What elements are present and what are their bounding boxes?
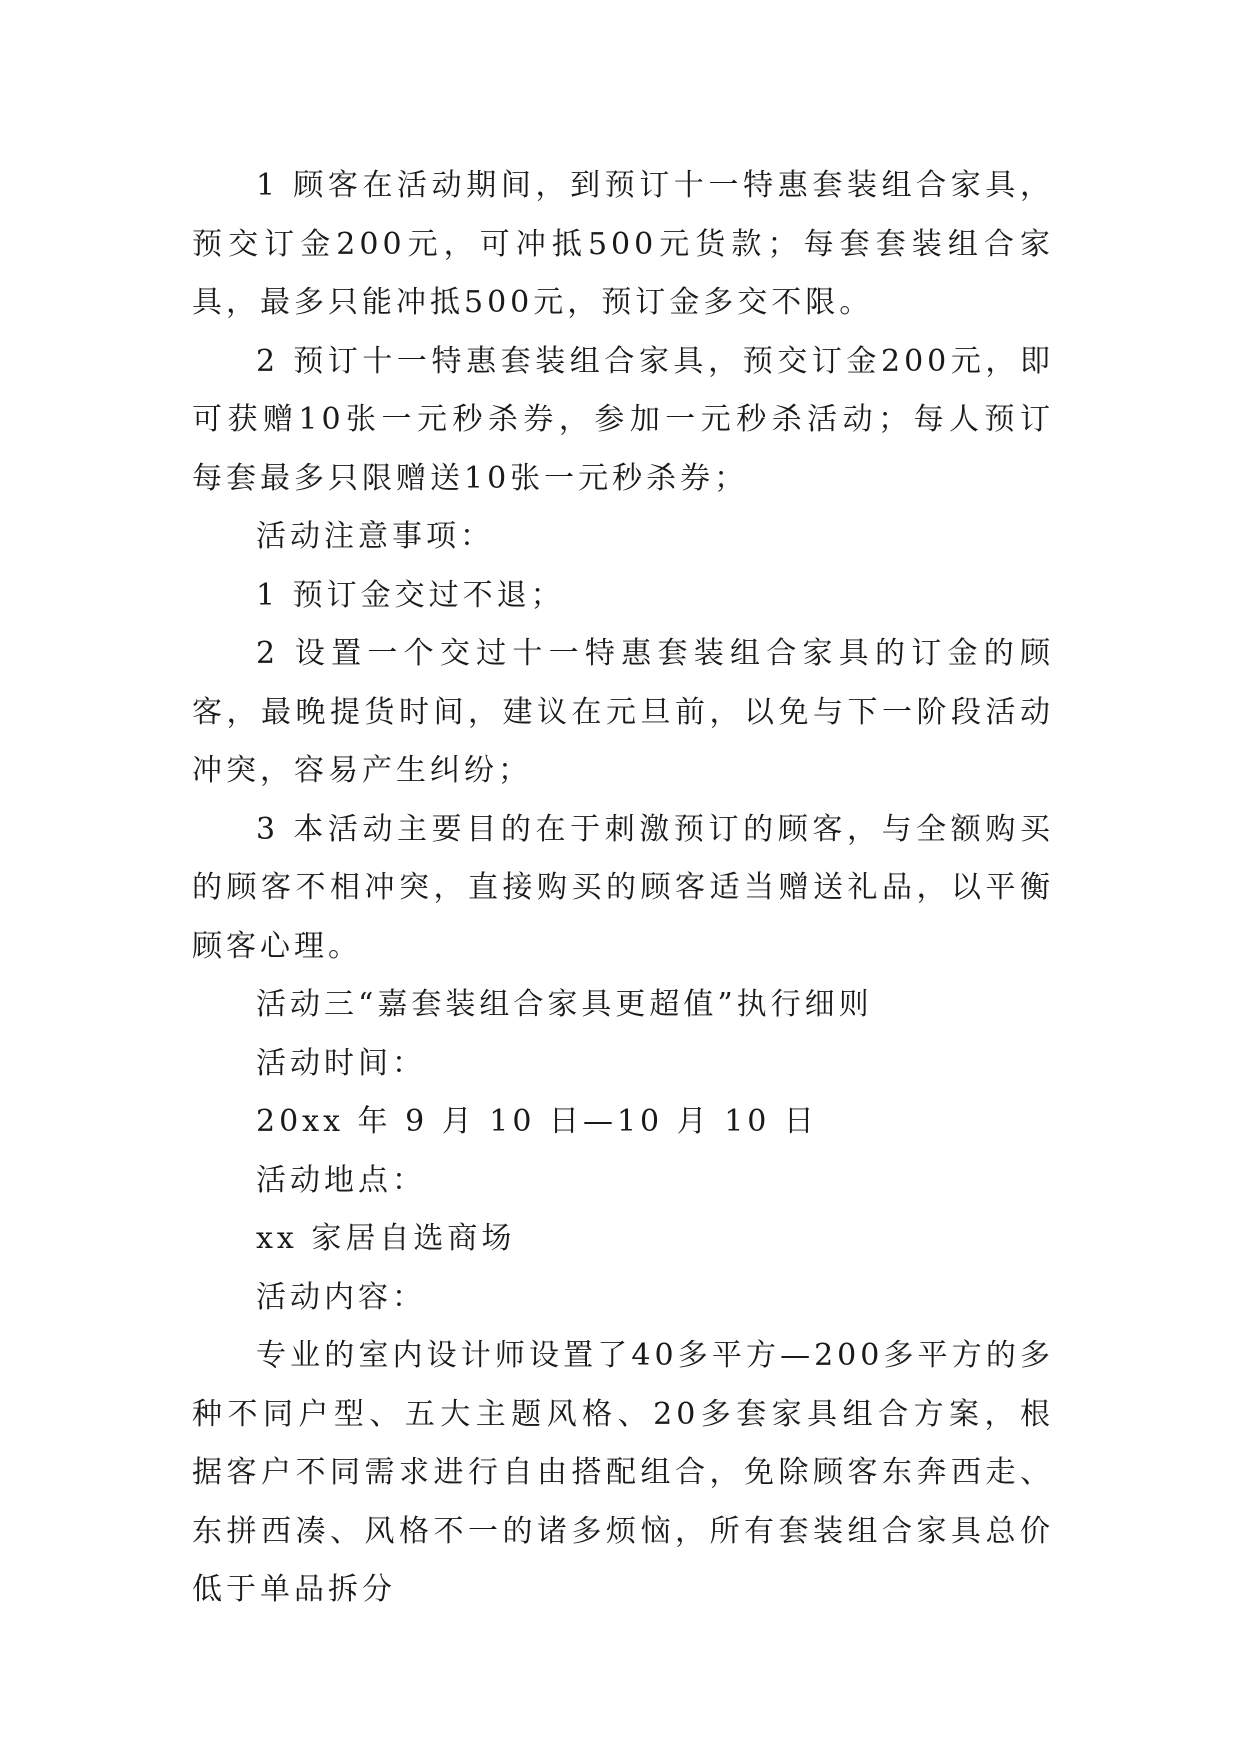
paragraph-content-label: 活动内容： [256,1279,426,1315]
paragraph-time-label: 活动时间： [256,1045,426,1081]
paragraph-deposit-rule-2: 2 预订十一特惠套装组合家具，预交订金200元，即可获赠10张一元秒杀券，参加一元秒杀活动；每人预订每套最多只限赠送10张一元秒杀券； [192,343,1054,496]
document-body [192,157,1054,1620]
paragraph-time-value: 20xx 年 9 月 10 日—10 月 10 日 [256,1104,818,1139]
paragraph-location-label: 活动地点： [256,1162,426,1198]
paragraph-notes-heading: 活动注意事项： [256,519,494,554]
paragraph-note-3: 3 本活动主要目的在于刺激预订的顾客，与全额购买的顾客不相冲突，直接购买的顾客适当赠送礼品，以平衡顾客心理。 [192,811,1054,964]
paragraph-note-1: 1 预订金交过不退； [256,577,565,613]
paragraph-deposit-rule-1: 1 顾客在活动期间，到预订十一特惠套装组合家具，预交订金200元，可冲抵500元货款；每套套装组合家具，最多只能冲抵500元，预订金多交不限。 [192,168,1054,320]
paragraph-activity-three-title: 活动三“嘉套装组合家具更超值”执行细则 [256,987,873,1022]
paragraph-location-value: xx 家居自选商场 [256,1221,516,1256]
paragraph-content-body: 专业的室内设计师设置了40多平方—200多平方的多种不同户型、五大主题风格、20多套家具组合方案，根据客户不同需求进行自由搭配组合，免除顾客东奔西走、东拼西凑、风格不一的诸多烦恼，所有套装组合家具总价低于单品拆分 [192,1338,1054,1607]
paragraph-note-2: 2 设置一个交过十一特惠套装组合家具的订金的顾客，最晚提货时间，建议在元旦前，以免与下一阶段活动冲突，容易产生纠纷； [192,636,1054,788]
